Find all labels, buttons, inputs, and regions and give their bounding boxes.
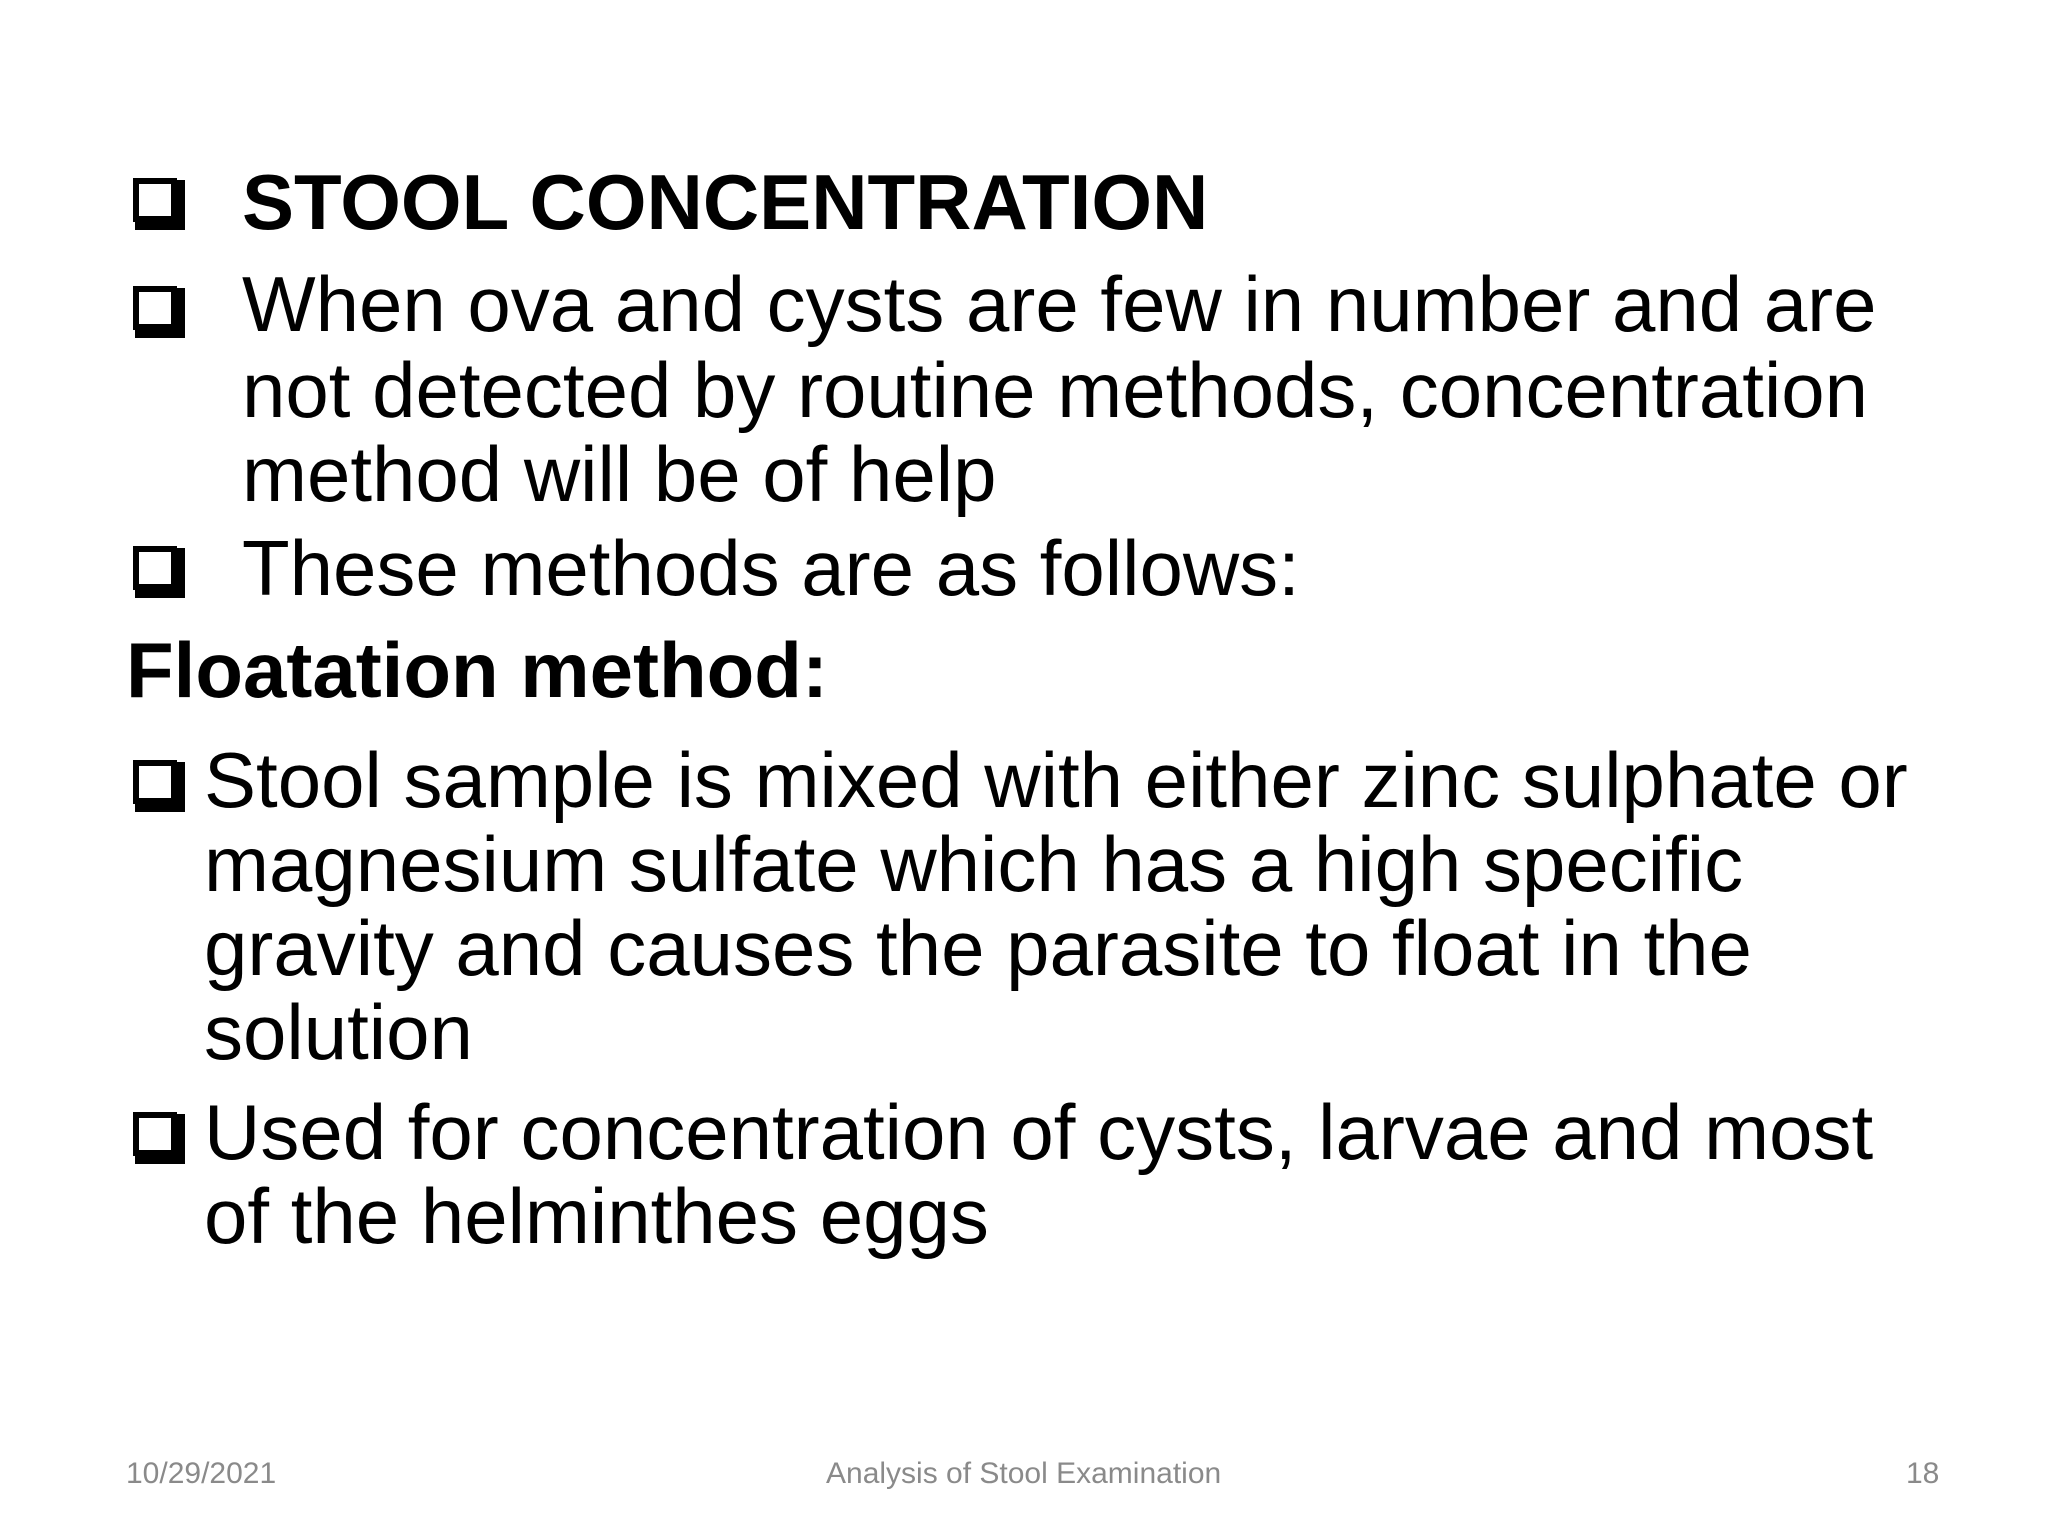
checkbox-bullet-icon	[133, 760, 177, 804]
sub-bullet-text-line: of the helminthes eggs	[204, 1172, 989, 1260]
footer-title: Analysis of Stool Examination	[826, 1457, 1222, 1490]
sub-bullet-text-line: magnesium sulfate which has a high specific	[204, 820, 1744, 908]
checkbox-bullet-icon	[133, 286, 177, 330]
bullet-text-line: method will be of help	[242, 430, 997, 518]
footer-date: 10/29/2021	[126, 1457, 277, 1490]
footer-page-number: 18	[1906, 1457, 1940, 1490]
bullet-text-line: These methods are as follows:	[242, 524, 1300, 612]
bullet-text-line: When ova and cysts are few in number and are	[242, 260, 1877, 348]
checkbox-bullet-icon	[133, 1112, 177, 1156]
heading-stool-concentration: STOOL CONCENTRATION	[242, 158, 1209, 246]
sub-bullet-text-line: Stool sample is mixed with either zinc sulphate or	[204, 736, 1908, 824]
bullet-text-line: not detected by routine methods, concentration	[242, 346, 1869, 434]
sub-bullet-text-line: Used for concentration of cysts, larvae and most	[204, 1088, 1874, 1176]
checkbox-bullet-icon	[133, 546, 177, 590]
sub-bullet-text-line: solution	[204, 988, 473, 1076]
checkbox-bullet-icon	[133, 178, 177, 222]
sub-bullet-text-line: gravity and causes the parasite to float in the	[204, 904, 1752, 992]
subheading-floatation-method: Floatation method:	[126, 626, 828, 714]
